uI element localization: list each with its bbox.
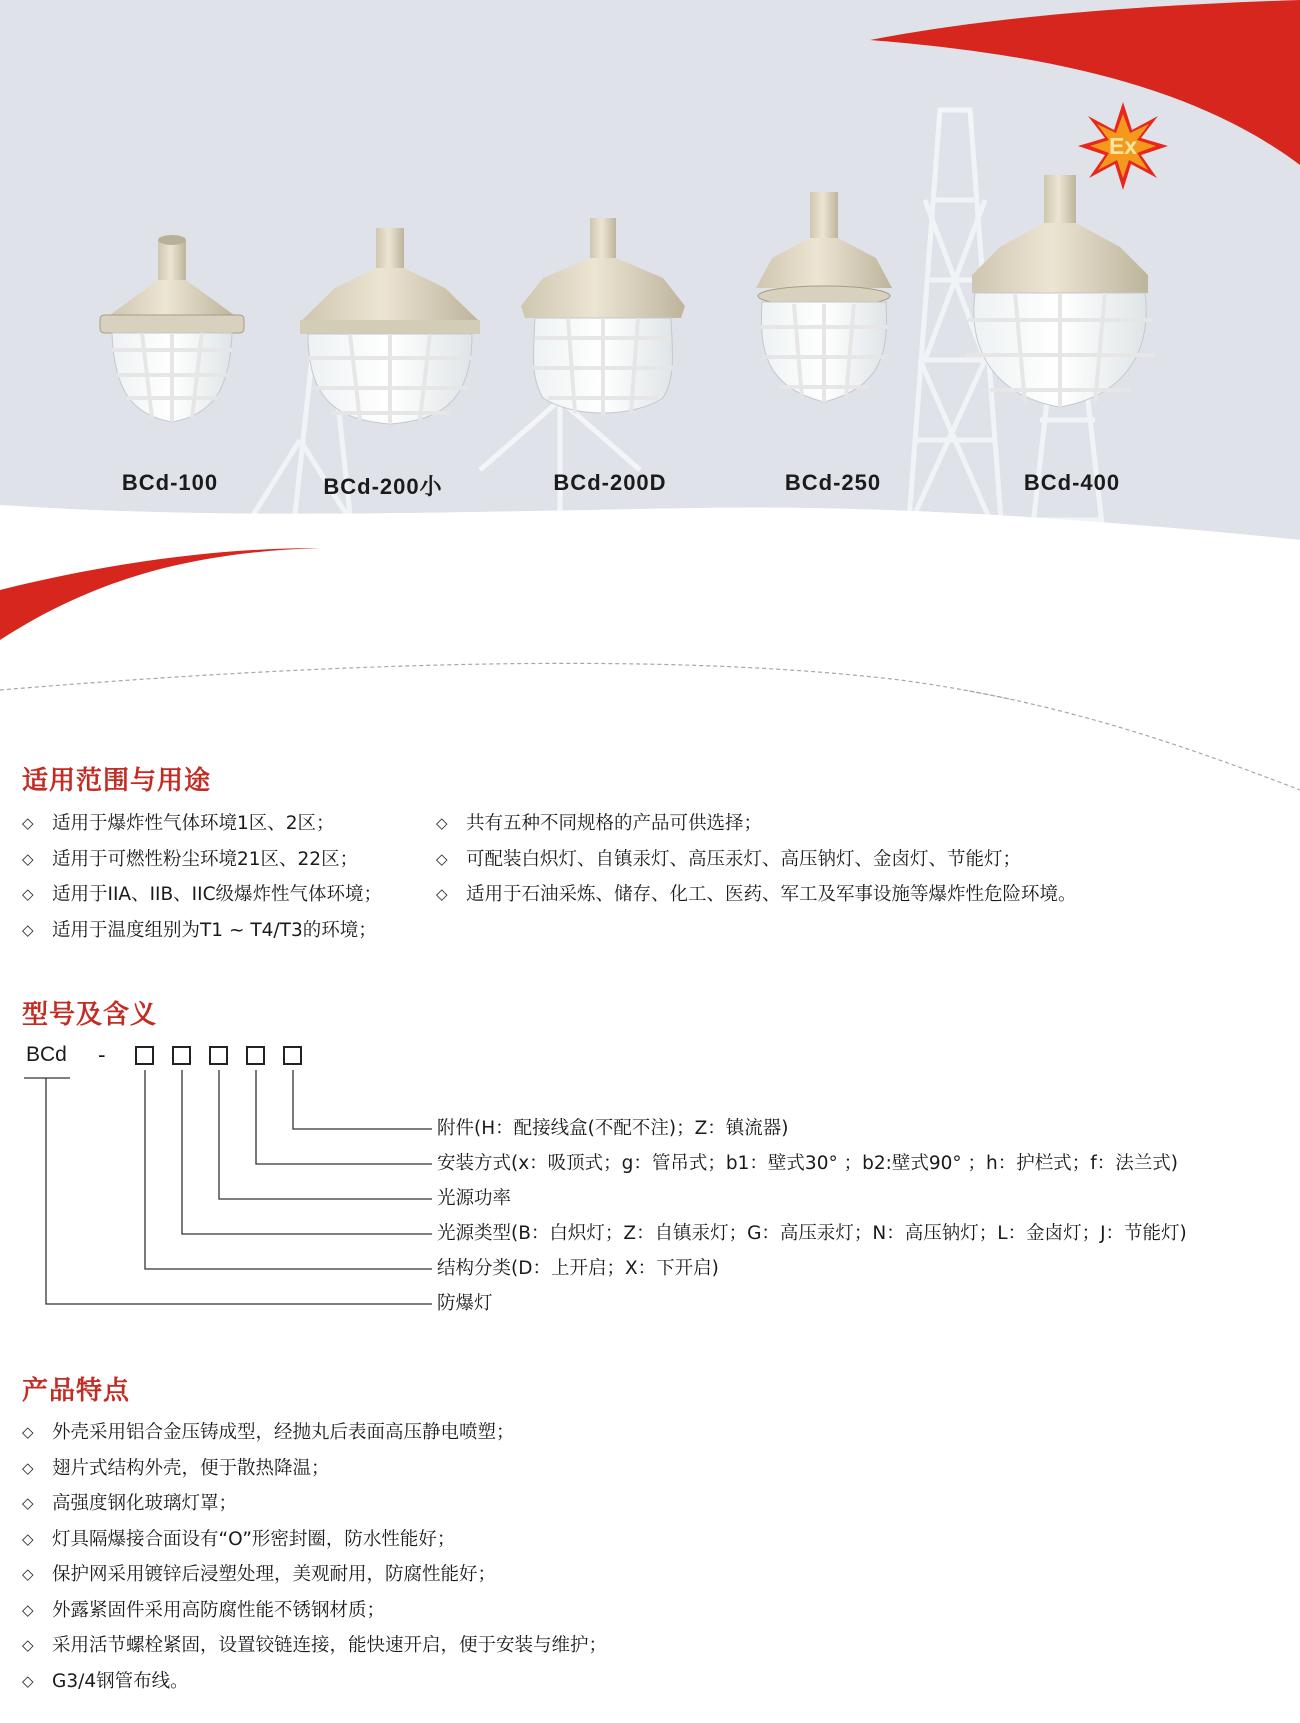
list-item: ◇ 翅片式结构外壳，便于散热降温； [22, 1451, 607, 1487]
model-desc-structure: 结构分类(D：上开启；X：下开启) [437, 1258, 719, 1279]
diamond-bullet-icon: ◇ [22, 1565, 34, 1583]
list-item: ◇ 保护网采用镀锌后浸塑处理，美观耐用，防腐性能好； [22, 1557, 607, 1593]
model-code-box [283, 1046, 302, 1065]
model-code-box [209, 1046, 228, 1065]
list-item: ◇ 采用活节螺栓紧固，设置铰链连接，能快速开启，便于安装与维护； [22, 1628, 607, 1664]
model-desc-power: 光源功率 [437, 1188, 512, 1209]
list-item: ◇ 适用于温度组别为T1 ~ T4/T3的环境； [22, 913, 382, 949]
model-connector-lines [0, 1070, 440, 1310]
diamond-bullet-icon: ◇ [22, 1671, 34, 1690]
diamond-bullet-icon: ◇ [22, 1423, 34, 1441]
diamond-bullet-icon: ◇ [22, 920, 34, 939]
list-item: ◇ 适用于爆炸性气体环境1区、2区； [22, 806, 382, 842]
model-section-title: 型号及含义 [22, 1000, 158, 1030]
diamond-bullet-icon: ◇ [22, 814, 34, 832]
diamond-bullet-icon: ◇ [22, 885, 34, 903]
list-item: ◇ 外露紧固件采用高防腐性能不锈钢材质； [22, 1593, 607, 1629]
product-label-bcd-200d: BCd-200D [553, 470, 667, 495]
diamond-bullet-icon: ◇ [436, 885, 448, 903]
scope-section-title: 适用范围与用途 [22, 766, 212, 796]
list-item: ◇ 外壳采用铝合金压铸成型，经抛丸后表面高压静电喷塑； [22, 1415, 607, 1451]
model-desc-mounting: 安装方式(x：吸顶式；g：管吊式；b1：壁式30° ；b2:壁式90° ；h：护栏式；f：法兰式) [437, 1153, 1178, 1174]
product-label-bcd-250: BCd-250 [784, 470, 882, 495]
list-item: ◇ 共有五种不同规格的产品可供选择； [436, 806, 1077, 842]
ex-badge-text: Ex [1108, 133, 1138, 159]
diamond-bullet-icon: ◇ [436, 849, 448, 868]
list-item: ◇ 可配装白炽灯、自镇汞灯、高压汞灯、高压钠灯、金卤灯、节能灯； [436, 842, 1077, 878]
diamond-bullet-icon: ◇ [22, 1494, 34, 1512]
product-label-bcd-400: BCd-400 [1023, 470, 1121, 495]
model-code: BCd [26, 1043, 67, 1066]
model-code-box [246, 1046, 265, 1065]
features-section-title: 产品特点 [22, 1376, 131, 1406]
list-item: ◇ 高强度钢化玻璃灯罩； [22, 1486, 607, 1522]
product-label-bcd-100: BCd-100 [121, 470, 219, 495]
model-code-box [135, 1046, 154, 1065]
list-item: ◇ G3/4钢管布线。 [22, 1664, 607, 1700]
diamond-bullet-icon: ◇ [22, 1529, 34, 1548]
hero-banner [0, 0, 1300, 700]
model-desc-explosion-proof: 防爆灯 [437, 1293, 493, 1314]
diamond-bullet-icon: ◇ [436, 814, 448, 832]
model-desc-accessory: 附件(H：配接线盒(不配不注)；Z：镇流器) [437, 1118, 789, 1139]
diamond-bullet-icon: ◇ [22, 1458, 34, 1477]
model-dash: - [98, 1043, 106, 1067]
diamond-bullet-icon: ◇ [22, 1600, 34, 1619]
model-desc-light-source: 光源类型(B：白炽灯；Z：自镇汞灯；G：高压汞灯；N：高压钠灯；L：金卤灯；J：节能灯) [437, 1223, 1187, 1244]
diamond-bullet-icon: ◇ [22, 1636, 34, 1654]
list-item: ◇ 适用于可燃性粉尘环境21区、22区； [22, 842, 382, 878]
list-item: ◇ 适用于石油采炼、储存、化工、医药、军工及军事设施等爆炸性危险环境。 [436, 877, 1077, 913]
list-item: ◇ 适用于IIA、IIB、IIC级爆炸性气体环境； [22, 877, 382, 913]
features-list [22, 1415, 607, 1699]
list-item: ◇ 灯具隔爆接合面设有“O”形密封圈，防水性能好； [22, 1522, 607, 1558]
model-code-box [172, 1046, 191, 1065]
scope-right-list [436, 806, 1077, 913]
product-label-bcd-200-small: BCd-200小 [323, 474, 443, 499]
diamond-bullet-icon: ◇ [22, 849, 34, 868]
scope-left-list [22, 806, 382, 948]
